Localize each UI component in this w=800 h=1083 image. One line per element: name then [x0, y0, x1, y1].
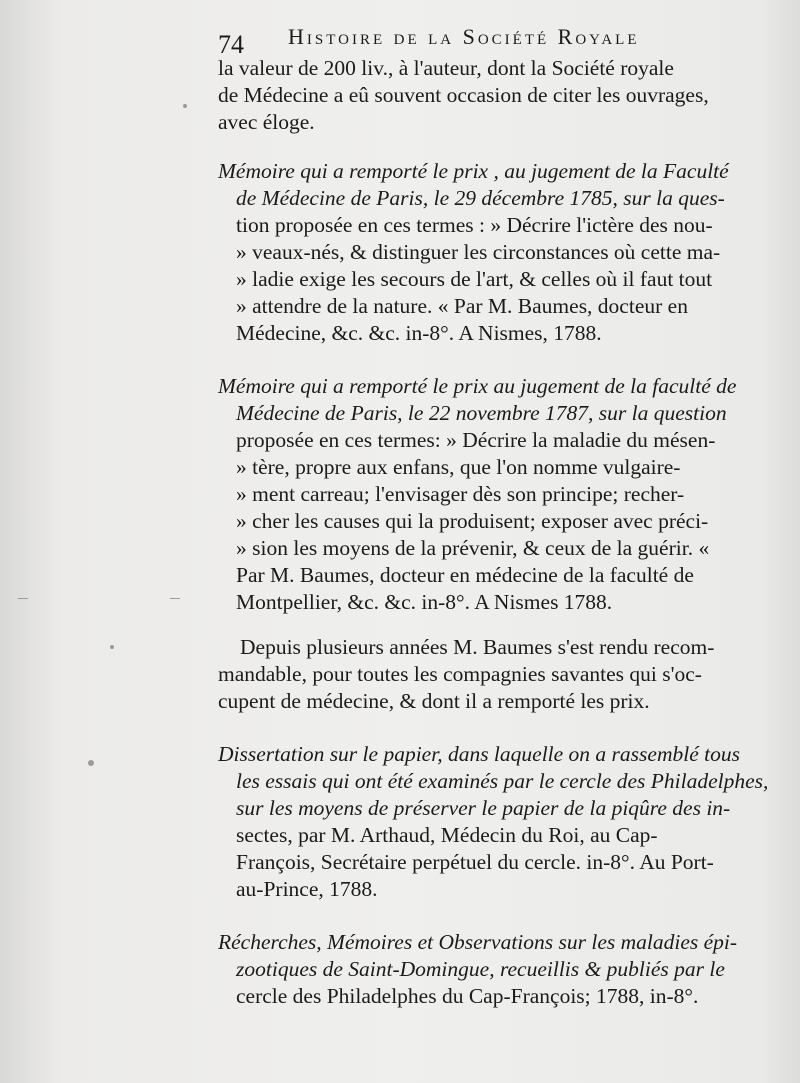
scan-speck	[110, 645, 114, 649]
text-line: les essais qui ont été examinés par le cercle des Philadelphes,	[236, 769, 769, 793]
text-line: avec éloge.	[218, 110, 315, 134]
scan-speck	[183, 104, 187, 108]
text-line: Médecine, &c. &c. in-8°. A Nismes, 1788.	[236, 321, 602, 345]
scan-mark	[170, 598, 180, 599]
text-line: zootiques de Saint-Domingue, recueillis & publiés par le	[236, 957, 725, 981]
text-line: » cher les causes qui la produisent; exposer avec préci-	[236, 509, 709, 533]
entry-memoire-icterus	[218, 158, 778, 347]
text-line: sectes, par M. Arthaud, Médecin du Roi, au Cap-	[236, 823, 658, 847]
text-line: mandable, pour toutes les compagnies savantes qui s'oc-	[218, 662, 702, 686]
text-line: » tère, propre aux enfans, que l'on nomme vulgaire-	[236, 455, 681, 479]
text-line: » ladie exige les secours de l'art, & celles où il faut tout	[236, 267, 713, 291]
text-line: » veaux-nés, & distinguer les circonstances où cette ma-	[236, 240, 721, 264]
text-line: Montpellier, &c. &c. in-8°. A Nismes 1788.	[236, 590, 613, 614]
text-line: proposée en ces termes: » Décrire la maladie du mésen-	[236, 428, 716, 452]
page-body	[218, 55, 778, 1032]
text-line: de Médecine de Paris, le 29 décembre 1785, sur la ques-	[236, 186, 725, 210]
text-line: tion proposée en ces termes : » Décrire l'ictère des nou-	[236, 213, 713, 237]
text-line: cupent de médecine, & dont il a remporté les prix.	[218, 689, 650, 713]
page-number: 74	[218, 30, 244, 59]
text-line: Mémoire qui a remporté le prix au jugement de la faculté de	[218, 374, 737, 398]
text-line: Récherches, Mémoires et Observations sur les maladies épi-	[218, 930, 738, 954]
text-line: Dissertation sur le papier, dans laquelle on a rassemblé tous	[218, 742, 740, 766]
text-line: la valeur de 200 liv., à l'auteur, dont la Société royale	[218, 56, 674, 80]
text-line: Mémoire qui a remporté le prix , au jugement de la Faculté	[218, 159, 729, 183]
entry-memoire-mesentere	[218, 373, 778, 715]
text-line: Depuis plusieurs années M. Baumes s'est rendu recom-	[240, 635, 715, 659]
text-line: » ment carreau; l'envisager dès son principe; recher-	[236, 482, 685, 506]
entry-dissertation-papier	[218, 741, 778, 903]
text-line: de Médecine a eû souvent occasion de citer les ouvrages,	[218, 83, 709, 107]
text-line: Médecine de Paris, le 22 novembre 1787, sur la question	[236, 401, 727, 425]
text-line: sur les moyens de préserver le papier de la piqûre des in-	[236, 796, 731, 820]
text-line: cercle des Philadelphes du Cap-François; 1788, in-8°.	[236, 984, 699, 1008]
entry-continuation	[218, 55, 778, 136]
text-line: Par M. Baumes, docteur en médecine de la faculté de	[236, 563, 694, 587]
scan-speck	[88, 760, 94, 766]
running-title: Histoire de la Société Royale	[288, 24, 640, 49]
text-line: » sion les moyens de la prévenir, & ceux de la guérir. «	[236, 536, 710, 560]
entry-recherches-epizootiques	[218, 929, 778, 1010]
text-line: » attendre de la nature. « Par M. Baumes, docteur en	[236, 294, 688, 318]
text-line: François, Secrétaire perpétuel du cercle. in-8°. Au Port-	[236, 850, 714, 874]
scan-mark	[18, 598, 28, 599]
editorial-note	[218, 634, 778, 715]
text-line: au-Prince, 1788.	[236, 877, 378, 901]
